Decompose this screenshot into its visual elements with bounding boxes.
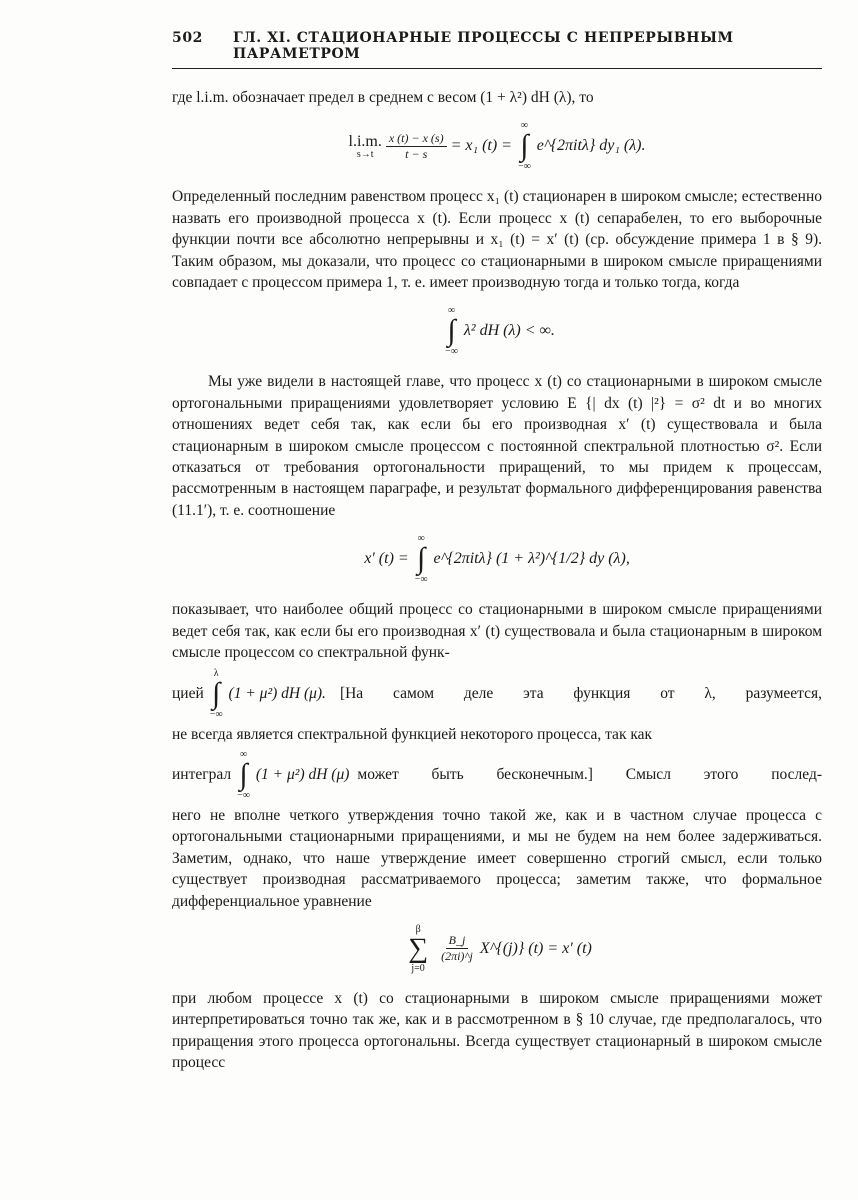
formula-lhs: x′ (t) = [364, 550, 409, 568]
integral-lower-limit: −∞ [414, 574, 428, 586]
integral-sign-icon: ∫ [416, 542, 426, 576]
running-head [172, 30, 822, 69]
fraction-denominator: t − s [405, 146, 428, 161]
formula-condition [172, 305, 822, 357]
line-end: [На самом деле эта функция от λ, разумеется, [339, 684, 822, 702]
integral-upper-limit: ∞ [239, 748, 248, 760]
paragraph-4: показывает, что наиболее общий процесс со стационарными в широком смысле приращениями ведет себя так, как если бы его производная x′ (t) существовала и была стационарным в широком смысле процессом со спектральной функ- [172, 601, 822, 662]
integral-lower-limit: −∞ [237, 789, 250, 801]
integral-upper-limit: ∞ [447, 305, 456, 317]
paragraph-2: Определенный последним равенством процесс x₁ (t) стационарен в широком смысле; естественно назвать его производной процесса x (t). Если процесс x (t) сепарабелен, то его выборочные функции почти все абсолютно непрерывны и x₁ (t) = x′ (t) (ср. обсуждение примера 1 в § 9). Таким образом, мы доказали, что процесс со стационарными в широком смысле приращениями совпадает с процессом примера 1, т. е. имеет производную тогда и только тогда, когда [172, 188, 822, 292]
paragraph-7: при любом процессе x (t) со стационарными в широком смысле приращениями может интерпретироваться точно так же, как и в рассмотренном в § 10 случае, где предполагалось, что приращения этого процесса ортогональны. Всегда существует стационарный в широком смысле процесс [172, 989, 822, 1072]
fraction-numerator: x (t) − x (s) [386, 131, 447, 147]
integrand: e^{2πitλ} (1 + λ²)^{1/2} dy (λ), [433, 550, 630, 568]
formula-differential-equation [172, 924, 822, 974]
line-start: интеграл [172, 765, 232, 783]
integral-upper-limit: λ [213, 667, 219, 679]
page-number: 502 [172, 30, 204, 46]
integral-sign-icon: ∫ [239, 757, 248, 791]
formula-middle: = x₁ (t) = [450, 137, 512, 155]
paragraph-5: не всегда является спектральной функцией некоторого процесса, так как [172, 725, 653, 743]
integral-sign-icon: ∫ [212, 676, 221, 710]
line-integral [172, 749, 822, 801]
sum-sign-icon: ∑ [408, 932, 429, 964]
paragraph-3: Мы уже видели в настоящей главе, что процесс x (t) со стационарными в широком смысле ортогональными приращениями удовлетворяет условию E {| dx (t) |²} = σ² dt и во многих отношениях ведет себя так, как если бы его производная x′ (t) существовала и была стационарным в широком смысле процессом с постоянной спектральной плотностью σ². Если отказаться от требования ортогональности приращений, то мы придем к процессам, рассмотренным в настоящем параграфе, и результат формального дифференцирования равенства (11.1′), т. е. соотношение [172, 373, 822, 519]
paragraph-6: него не вполне четкого утверждения точно такой же, как и в частном случае процесса с ортогональными стационарными приращениями, и мы не будем на нем более задерживаться. Заметим, однако, что наше утверждение имеет совершенно строгий смысл, если только существует производная рассматриваемого процесса; заметим также, что формальное дифференциальное уравнение [172, 806, 822, 910]
fraction-denominator: (2πi)^j [441, 949, 473, 964]
integrand: λ² dH (λ) < ∞. [463, 322, 555, 340]
integral-lower-limit: −∞ [209, 708, 223, 720]
integral-sign-icon: ∫ [520, 129, 529, 163]
fraction-numerator: B_j [446, 933, 469, 949]
integrand: (1 + μ²) dH (μ) [255, 765, 350, 783]
line-end: может быть бесконечным.] Смысл этого послед- [357, 765, 822, 783]
integral-upper-limit: ∞ [520, 120, 528, 132]
lim-subscript: s→t [356, 148, 374, 160]
sum-upper-limit: β [415, 923, 421, 935]
integrand: (1 + μ²) dH (μ). [228, 684, 326, 702]
integral-sign-icon: ∫ [447, 314, 456, 348]
chapter-title: ГЛ. XI. СТАЦИОНАРНЫЕ ПРОЦЕССЫ С НЕПРЕРЫВНЫМ ПАРАМЕТРОМ [233, 30, 734, 62]
integral-lower-limit: −∞ [445, 346, 458, 358]
sum-lower-limit: j=0 [411, 962, 425, 974]
line-spectral-function [172, 668, 822, 720]
integral-upper-limit: ∞ [417, 533, 425, 545]
integral-lower-limit: −∞ [517, 161, 531, 173]
lim-operator: l.i.m. [348, 132, 382, 150]
paragraph-1: где l.i.m. обозначает предел в среднем с весом (1 + λ²) dH (λ), то [172, 89, 594, 106]
formula-derivative [172, 533, 822, 585]
formula-limit-derivative [172, 120, 822, 172]
formula-rest: X^{(j)} (t) = x′ (t) [479, 939, 592, 957]
book-page [172, 30, 822, 1074]
line-start: цией [172, 684, 204, 702]
integrand: e^{2πitλ} dy₁ (λ). [536, 137, 646, 155]
